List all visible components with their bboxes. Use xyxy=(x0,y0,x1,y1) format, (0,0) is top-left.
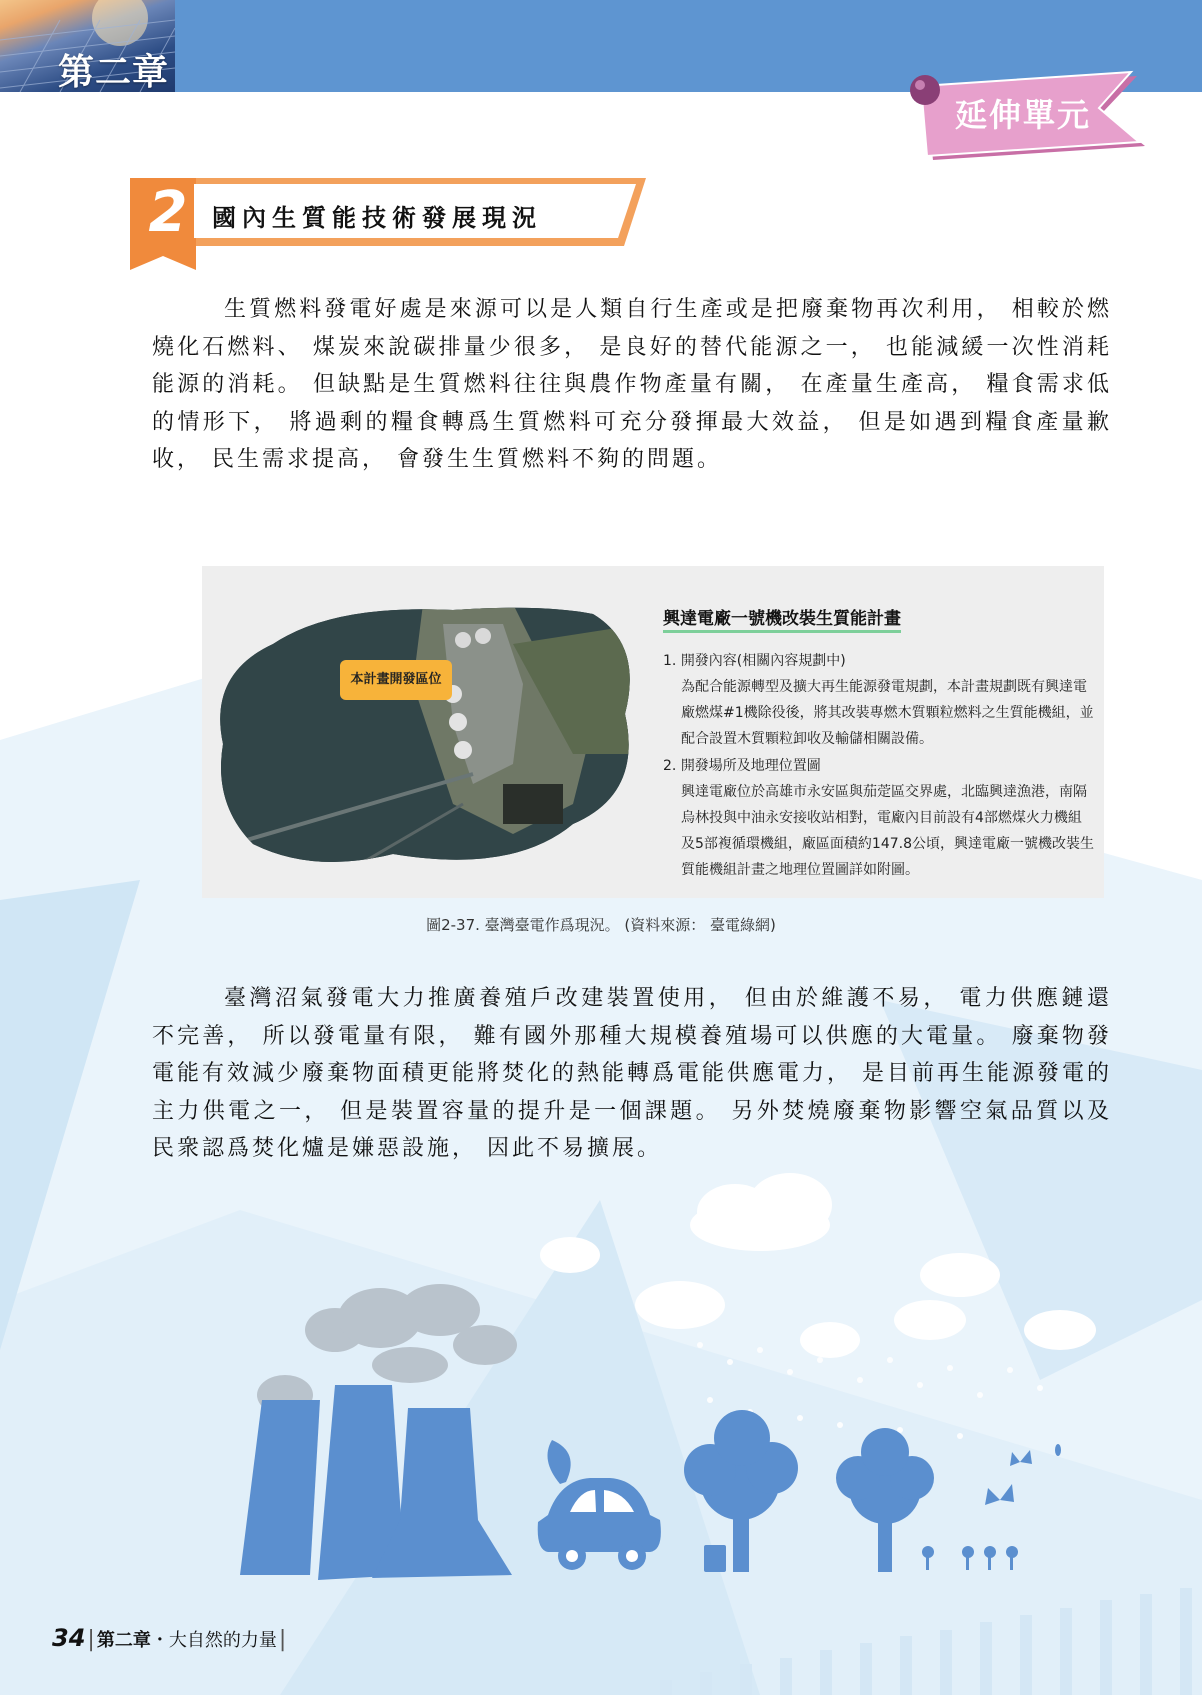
extension-unit-label: 延伸單元 xyxy=(955,96,1092,134)
page-footer: 34| 第二章・大自然的力量| xyxy=(52,1624,287,1652)
butterfly-icon xyxy=(985,1444,1061,1505)
list-item-body: 為配合能源轉型及擴大再生能源發電規劃，本計畫規劃既有興達電廠燃煤#1機除役後，將其改裝專燃木質顆粒燃料之生質能機組，並配合設置木質顆粒卸收及輸儲相關設備。 xyxy=(681,679,1094,747)
figure-heading: 興達電廠一號機改裝生質能計畫 xyxy=(663,604,901,633)
figure-caption: 圖2-37. 臺灣臺電作爲現況。 (資料來源： 臺電綠網) xyxy=(426,916,776,934)
body-paragraph: 臺灣沼氣發電大力推廣養殖戶改建裝置使用， 但由於維護不易， 電力供應鏈還不完善， 所以發電量有限， 難有國外那種大規模養殖場可以供應的大電量。 廢棄物發電能有效減少廢棄物面積更能將焚化的熱能轉爲電能供應電力， 是目前再生能源發電的主力供電之一， 但是裝置容量的提升是一個課題。 另外焚燒廢棄物影響空氣品質以及民衆認爲焚化爐是嫌惡設施， 因此不易擴展。 xyxy=(152,986,1112,1162)
recycle-bin-icon xyxy=(704,1545,726,1572)
list-item-head: 2. 開發場所及地理位置圖 xyxy=(663,753,1095,779)
factory-chimney-icon xyxy=(240,1385,512,1580)
body-paragraph: 生質燃料發電好處是來源可以是人類自行生產或是把廢棄物再次利用， 相較於燃燒化石燃料、 煤炭來說碳排量少很多， 是良好的替代能源之一， 也能減緩一次性消耗能源的消耗。 但缺點是生質燃料往往與農作物產量有關， 在產量生產高， 糧食需求低的情形下， 將過剩的糧食轉爲生質燃料可充分發揮最大效益， 但是如遇到糧食產量歉收， 民生需求提高， 會發生生質燃料不夠的問題。 xyxy=(152,297,1112,473)
eco-car-icon xyxy=(538,1440,661,1570)
footer-subtitle: ・大自然的力量 xyxy=(150,1630,277,1651)
page-number: 34 xyxy=(52,1624,86,1652)
cloud-icon xyxy=(540,1173,1096,1358)
footer-chapter: 第二章 xyxy=(96,1630,151,1651)
section-title: 國內生質能技術發展現況 xyxy=(212,204,542,232)
list-item-body: 興達電廠位於高雄市永安區與茄萣區交界處，北臨興達漁港，南隔烏林投與中油永安接收站相對，電廠內目前設有4部燃煤火力機組及5部複循環機組，廠區面積約147.8公頃，興達電廠一號機改裝生質能機組計畫之地理位置圖詳如附圖。 xyxy=(681,784,1094,878)
list-item-head: 1. 開發內容(相關內容規劃中) xyxy=(663,648,1095,674)
section-number: 2 xyxy=(148,180,188,245)
map-callout-label: 本計畫開發區位 xyxy=(340,660,452,700)
flower-icon xyxy=(922,1546,1018,1570)
chapter-label: 第二章 xyxy=(58,52,170,93)
